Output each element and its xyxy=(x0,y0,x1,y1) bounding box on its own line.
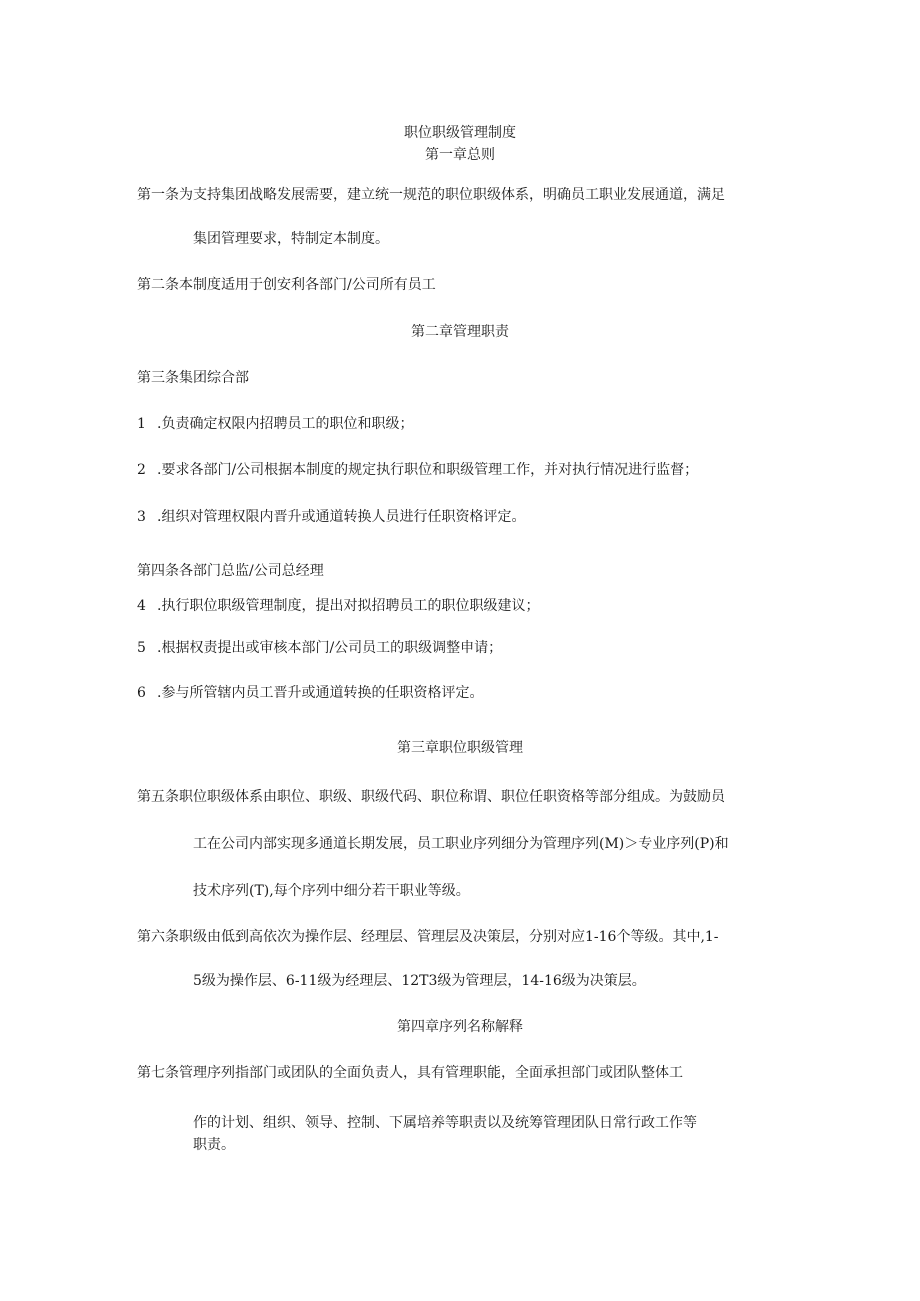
article-7-line-1: 第七条管理序列指部门或团队的全面负责人，具有管理职能，全面承担部门或团队整体工 xyxy=(137,1065,683,1081)
list-item xyxy=(137,683,483,703)
article-7-line-3: 职责。 xyxy=(193,1137,235,1153)
list-item xyxy=(137,414,413,434)
article-2: 第二条本制度适用于创安利各部门/公司所有员工 xyxy=(137,277,436,293)
document-title: 职位职级管理制度 xyxy=(404,125,516,141)
article-6-line-2: 5级为操作层、6-11级为经理层、12T3级为管理层，14-16级为决策层。 xyxy=(193,973,646,989)
article-5-line-2: 工在公司内部实现多通道长期发展，员工职业序列细分为管理序列(M)＞专业序列(P)和 xyxy=(193,836,729,852)
list-item-text: .根据权责提出或审核本部门/公司员工的职级调整申请； xyxy=(157,640,503,656)
article-6-line-1: 第六条职级由低到高依次为操作层、经理层、管理层及决策层，分别对应1-16个等级。其中,1- xyxy=(137,929,719,945)
list-item-text: .要求各部门/公司根据本制度的规定执行职位和职级管理工作，并对执行情况进行监督； xyxy=(157,462,699,478)
chapter-2-heading: 第二章管理职责 xyxy=(411,324,509,340)
list-item-text: .组织对管理权限内晋升或通道转换人员进行任职资格评定。 xyxy=(157,509,526,525)
article-1-line-2: 集团管理要求，特制定本制度。 xyxy=(193,231,389,247)
list-item-number: 3 xyxy=(137,509,146,525)
list-item-text: .执行职位职级管理制度，提出对拟招聘员工的职位职级建议； xyxy=(157,598,540,614)
chapter-3-heading: 第三章职位职级管理 xyxy=(397,740,523,756)
article-4-heading: 第四条各部门总监/公司总经理 xyxy=(137,563,324,579)
list-item xyxy=(137,460,698,480)
list-item-number: 1 xyxy=(137,416,146,432)
article-1-line-1: 第一条为支持集团战略发展需要，建立统一规范的职位职级体系，明确员工职业发展通道，满足 xyxy=(137,187,725,203)
list-item-number: 5 xyxy=(137,640,146,656)
article-3-heading: 第三条集团综合部 xyxy=(137,370,249,386)
list-item-text: .参与所管辖内员工晋升或通道转换的任职资格评定。 xyxy=(157,685,484,701)
list-item-text: .负责确定权限内招聘员工的职位和职级； xyxy=(157,416,414,432)
chapter-1-heading: 第一章总则 xyxy=(425,147,495,163)
list-item xyxy=(137,507,525,527)
list-item-number: 6 xyxy=(137,685,146,701)
list-item-number: 2 xyxy=(137,462,146,478)
article-5-line-3: 技术序列(T),每个序列中细分若干职业等级。 xyxy=(193,883,470,899)
chapter-4-heading: 第四章序列名称解释 xyxy=(397,1019,523,1035)
list-item xyxy=(137,596,539,616)
article-7-line-2: 作的计划、组织、领导、控制、下属培养等职责以及统筹管理团队日常行政工作等 xyxy=(193,1115,697,1131)
list-item-number: 4 xyxy=(137,598,146,614)
article-5-line-1: 第五条职位职级体系由职位、职级、职级代码、职位称谓、职位任职资格等部分组成。为鼓励员 xyxy=(137,789,725,805)
list-item xyxy=(137,638,502,658)
